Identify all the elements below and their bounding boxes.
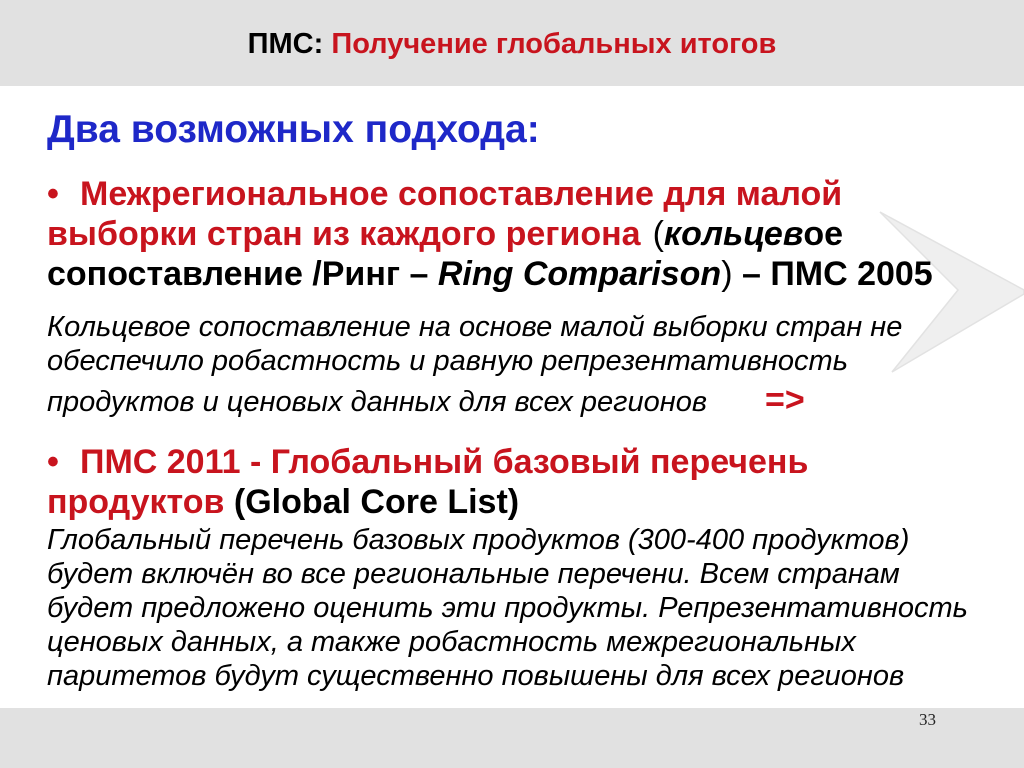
approach-2-note-line: будет предложено оценить эти продукты. Репрезентативность — [47, 592, 968, 624]
ring-comparison-russian: сопоставление /Ринг – — [47, 255, 429, 293]
approach-2-note — [47, 523, 968, 693]
approach-2-note-line: будет включён во все региональные перечени. Всем странам — [47, 558, 900, 590]
ring-term-italic: кольцев — [663, 215, 804, 253]
approach-1-note-text: продуктов и ценовых данных для всех регионов — [47, 386, 707, 418]
approach-1-title-start: Межрегиональное сопоставление для малой — [80, 175, 843, 213]
bullet-marker: • — [47, 443, 59, 481]
approach-1-note — [47, 310, 902, 419]
close-parenthesis: ) — [721, 255, 733, 293]
approach-1-note-line: Кольцевое сопоставление на основе малой выборки стран не — [47, 311, 903, 343]
page-number: 33 — [919, 710, 936, 729]
approach-1-title-continued: выборки стран из каждого региона — [47, 215, 641, 253]
implies-arrow: => — [765, 381, 805, 419]
approach-2-title-line-1 — [47, 442, 808, 482]
approach-1-note-line: обеспечило робастность и равную репрезентативность — [47, 345, 848, 377]
slide-title-prefix: ПМС: — [247, 28, 324, 60]
ring-term-suffix: ое — [803, 215, 844, 253]
section-heading: Два возможных подхода: — [47, 108, 540, 151]
approach-2-note-line: Глобальный перечень базовых продуктов (300-400 продуктов) — [47, 524, 910, 556]
approach-2-title — [47, 442, 808, 522]
approach-2-note-line: ценовых данных, а также робастность межрегиональных — [47, 626, 856, 658]
approach-2-title-start: ПМС 2011 - Глобальный базовый перечень — [80, 443, 809, 481]
open-parenthesis: ( — [652, 215, 664, 253]
approach-2-note-line: паритетов будут существенно повышены для всех регионов — [47, 660, 905, 692]
ring-comparison-english: Ring Comparison — [437, 255, 722, 293]
approach-1-title-line-1 — [47, 174, 933, 214]
global-core-list-label: (Global Core List) — [233, 483, 520, 521]
slide-footer — [0, 708, 1024, 768]
approach-1-title-line-3 — [47, 254, 933, 294]
icp-2005-label: – ПМС 2005 — [741, 255, 933, 293]
approach-1-note-line — [47, 381, 902, 419]
approach-1-title-line-2 — [47, 214, 933, 254]
approach-2-title-line-2 — [47, 482, 808, 522]
approach-1-title — [47, 174, 933, 294]
slide-title-text: Получение глобальных итогов — [331, 28, 777, 60]
approach-2-title-continued: продуктов — [47, 483, 225, 521]
bullet-marker: • — [47, 175, 59, 213]
